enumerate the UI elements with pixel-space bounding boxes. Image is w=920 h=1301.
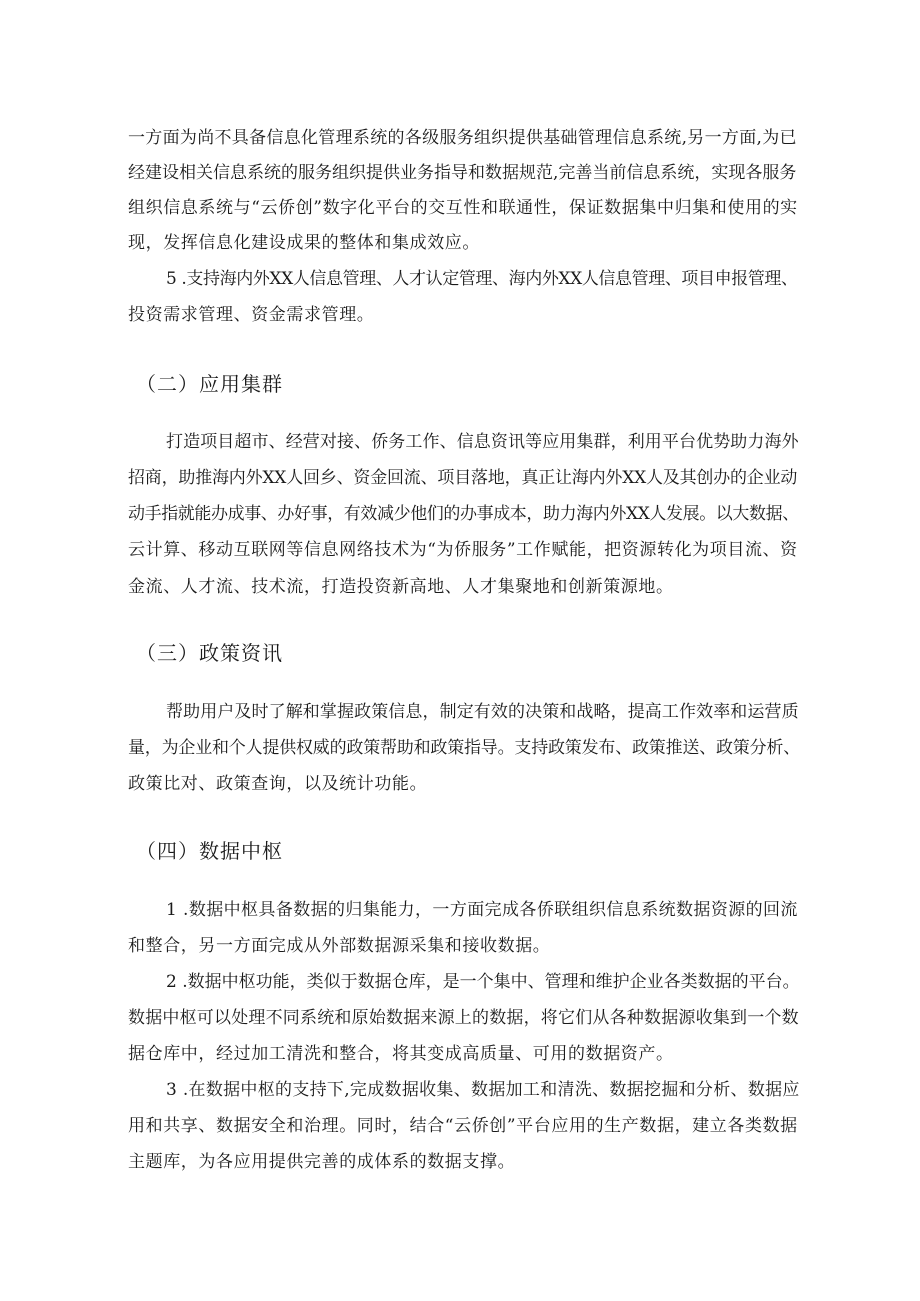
list-item-1-line: 1 .数据中枢具备数据的归集能力，一方面完成各侨联组织信息系统数据资源的回流: [166, 900, 798, 920]
paragraph-line: 量，为企业和个人提供权威的政策帮助和政策指导。支持政策发布、政策推送、政策分析、: [128, 738, 800, 758]
paragraph-line: 动手指就能办成事、办好事，有效减少他们的办事成本，助力海内外XX人发展。以大数据、: [128, 504, 799, 524]
paragraph-line: 打造项目超市、经营对接、侨务工作、信息资讯等应用集群，利用平台优势助力海外: [166, 432, 799, 452]
paragraph-line: 云计算、移动互联网等信息网络技术为“为侨服务”工作赋能，把资源转化为项目流、资: [128, 540, 798, 560]
list-item-2-line: 数据中枢可以处理不同系统和原始数据来源上的数据，将它们从各种数据源收集到一个数: [128, 1008, 799, 1028]
list-item-5-line: 投资需求管理、资金需求管理。: [128, 305, 375, 325]
list-item-3-line: 3 .在数据中枢的支持下,完成数据收集、数据加工和清洗、数据挖掘和分析、数据应: [166, 1080, 800, 1100]
paragraph-line: 政策比对、政策查询，以及统计功能。: [128, 774, 428, 794]
paragraph-line: 帮助用户及时了解和掌握政策信息，制定有效的决策和战略，提高工作效率和运营质: [166, 702, 799, 722]
section-heading-2: （二）应用集群: [136, 372, 283, 396]
section-heading-4: （四）数据中枢: [136, 839, 283, 863]
list-item-3-line: 用和共享、数据安全和治理。同时，结合“云侨创”平台应用的生产数据，建立各类数据: [128, 1116, 798, 1136]
list-item-5-line: 5 .支持海内外XX人信息管理、人才认定管理、海内外XX人信息管理、项目申报管理、: [166, 269, 798, 289]
list-item-2-line: 2 .数据中枢功能，类似于数据仓库，是一个集中、管理和维护企业各类数据的平台。: [166, 972, 800, 992]
paragraph-line: 一方面为尚不具备信息化管理系统的各级服务组织提供基础管理信息系统,另一方面,为已: [128, 128, 797, 148]
paragraph-line: 金流、人才流、技术流，打造投资新高地、人才集聚地和创新策源地。: [128, 577, 674, 597]
paragraph-line: 招商，助推海内外XX人回乡、资金回流、项目落地，真正让海内外XX人及其创办的企业动: [128, 468, 798, 488]
list-item-3-line: 主题库，为各应用提供完善的成体系的数据支撑。: [128, 1152, 516, 1172]
list-item-2-line: 据仓库中，经过加工清洗和整合，将其变成高质量、可用的数据资产。: [128, 1044, 674, 1064]
list-item-1-line: 和整合，另一方面完成从外部数据源采集和接收数据。: [128, 936, 551, 956]
paragraph-line: 现，发挥信息化建设成果的整体和集成效应。: [128, 233, 480, 253]
section-heading-3: （三）政策资讯: [136, 641, 283, 665]
paragraph-line: 经建设相关信息系统的服务组织提供业务指导和数据规范,完善当前信息系统，实现各服务: [128, 163, 797, 183]
paragraph-line: 组织信息系统与“云侨创”数字化平台的交互性和联通性，保证数据集中归集和使用的实: [128, 198, 798, 218]
